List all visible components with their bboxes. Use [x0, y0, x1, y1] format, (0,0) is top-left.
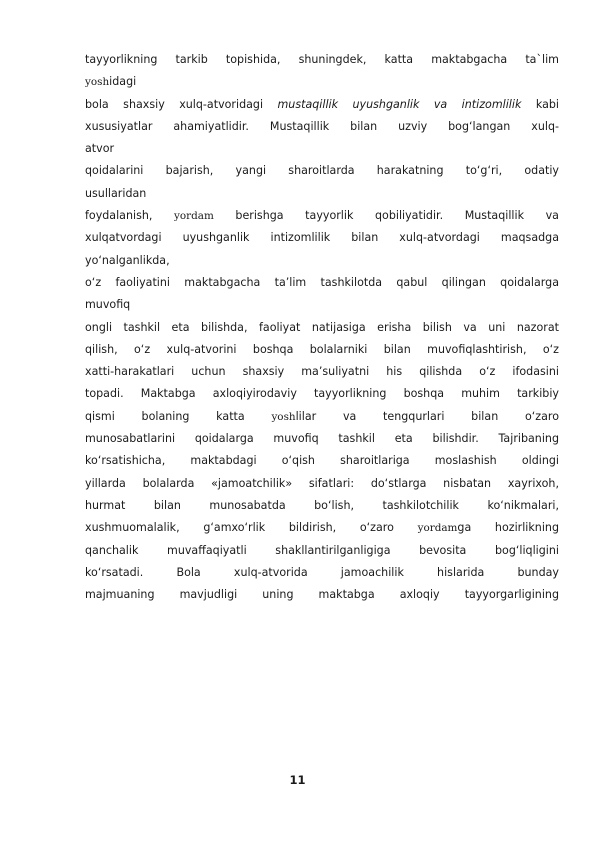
text-line: atvor	[85, 142, 115, 156]
text-line: yoshidagi	[85, 75, 137, 89]
text-line: xususiyatlar ahamiyatlidir. Mustaqillik bilan uzviy bog‘langan xulq-	[85, 119, 559, 133]
text-line: tayyorlikning tarkib topishida, shuningdek, katta maktabgacha ta`lim	[85, 53, 559, 66]
text-line: qilish, o‘z xulq-atvorini boshqa bolalarniki bilan muvofiqlashtirish, o‘z	[85, 342, 559, 356]
text-line: qismi bolaning katta yoshlilar va tengqurlari bilan o‘zaro	[85, 409, 559, 423]
italic-phrase: mustaqillik uyushganlik va intizomlilik	[277, 97, 522, 111]
text-line: ko‘rsatadi. Bola xulq-atvorida jamoachilik hislarida bunday	[85, 565, 559, 579]
text-line: usullaridan	[85, 186, 147, 200]
text-line: qoidalarini bajarish, yangi sharoitlarda harakatning to‘g‘ri, odatiy	[85, 164, 559, 178]
text-line: munosabatlarini qoidalarga muvofiq tashkil eta bilishdir. Tajribaning	[85, 432, 559, 446]
text-line: xulqatvordagi uyushganlik intizomlilik bilan xulq-atvordagi maqsadga	[85, 231, 559, 245]
text-line: hurmat bilan munosabatda bo‘lish, tashkilotchilik ko‘nikmalari,	[85, 498, 559, 512]
text-line: muvofiq	[85, 298, 131, 312]
text-line: qanchalik muvaffaqiyatli shakllantirilganligiga bevosita bog‘liqligini	[85, 543, 559, 557]
page-number: 11	[289, 773, 306, 787]
text-line: yo‘nalganlikda,	[85, 253, 170, 267]
document-body	[85, 49, 559, 606]
text-line: yillarda bolalarda «jamoatchilik» sifatlari: do‘stlarga nisbatan xayrixoh,	[85, 476, 559, 490]
text-line: ongli tashkil eta bilishda, faoliyat natijasiga erisha bilish va uni nazorat	[85, 320, 559, 334]
text-line: ko‘rsatishicha, maktabdagi o‘qish sharoitlariga moslashish oldingi	[85, 454, 559, 468]
text-line: xushmuomalalik, g‘amxo‘rlik bildirish, o‘zaro yordamga hozirlikning	[85, 521, 559, 535]
text-line: bola shaxsiy xulq-atvoridagi mustaqillik uyushganlik va intizomlilik kabi	[85, 97, 559, 111]
text-line: topadi. Maktabga axloqiyirodaviy tayyorlikning boshqa muhim tarkibiy	[85, 387, 559, 401]
text-line: majmuaning mavjudligi uning maktabga axloqiy tayyorgarligining	[85, 588, 559, 602]
text-line: o‘z faoliyatini maktabgacha ta’lim tashkilotda qabul qilingan qoidalarga	[85, 275, 559, 289]
text-line: foydalanish, yordam berishga tayyorlik qobiliyatidir. Mustaqillik va	[85, 209, 559, 223]
text-line: xatti-harakatlari uchun shaxsiy ma’suliyatni his qilishda o‘z ifodasini	[85, 365, 559, 379]
